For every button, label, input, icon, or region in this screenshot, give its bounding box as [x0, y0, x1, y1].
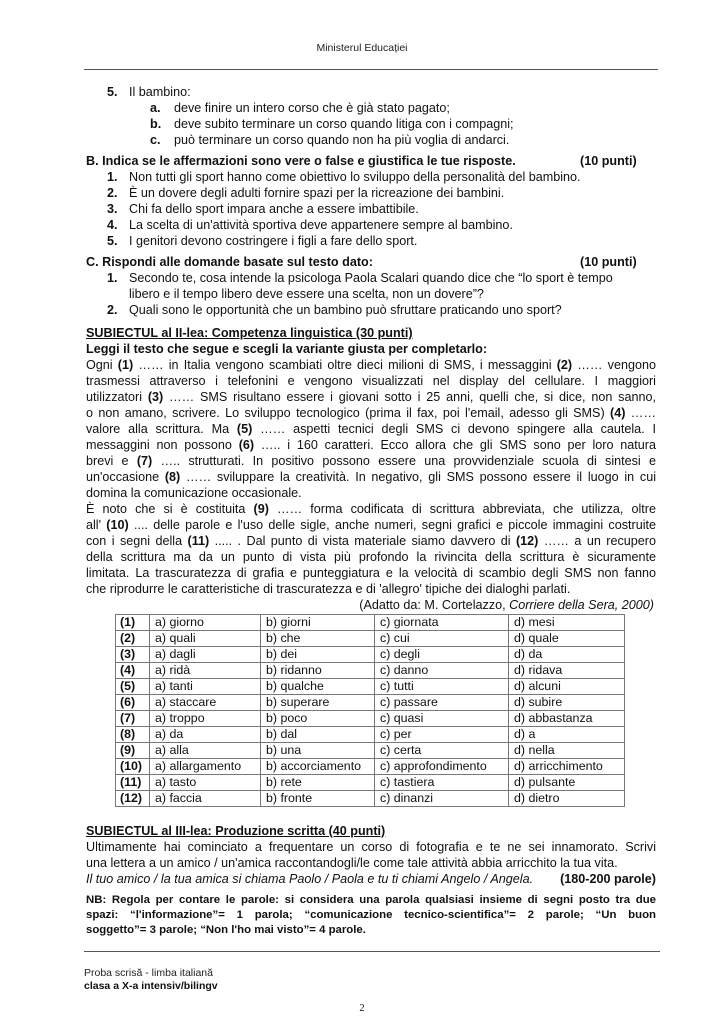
passage-line	[86, 533, 656, 549]
blank-number-cell: (6)	[116, 695, 150, 711]
option-cell: c) quasi	[375, 711, 509, 727]
table-row	[116, 743, 625, 759]
option-c: c. può terminare un corso quando non ha più voglia di andarci.	[150, 133, 510, 147]
option-cell: c) per	[375, 727, 509, 743]
subject3-title: SUBIECTUL al III-lea: Produzione scritta (40 punti)	[86, 824, 386, 838]
option-cell: d) dietro	[509, 791, 625, 807]
nb-line2: spazi: “l'informazione”= 1 parola; “comunicazione tecnico-scientifica”= 2 parole; “Un buon	[86, 909, 656, 921]
option-a: a. deve finire un intero corso che è già stato pagato;	[150, 101, 450, 115]
blank-number: (8)	[164, 470, 181, 484]
passage-line	[86, 581, 656, 597]
option-cell: c) approfondimento	[375, 759, 509, 775]
option-cell: c) degli	[375, 647, 509, 663]
header-title: Ministerul Educației	[316, 42, 408, 54]
option-cell: a) troppo	[150, 711, 261, 727]
passage-text: ..... . Dal punto di vista materiale siamo davvero di	[209, 534, 516, 548]
option-cell: d) alcuni	[509, 679, 625, 695]
passage-text: …… sviluppare la creatività. In negativo, gli SMS possono essere il luogo in cui	[180, 470, 656, 484]
option-cell: d) ridava	[509, 663, 625, 679]
passage-text: ….. i 160 caratteri. Ecco allora che gli SMS sono per loro natura	[254, 438, 656, 452]
option-cell: d) arricchimento	[509, 759, 625, 775]
blank-number-cell: (1)	[116, 615, 150, 631]
blank-number: (10)	[106, 518, 129, 532]
footer-class: clasa a X-a intensiv/bilingv	[84, 980, 218, 992]
option-cell: b) una	[261, 743, 375, 759]
blank-number-cell: (5)	[116, 679, 150, 695]
table-row	[116, 759, 625, 775]
footer-exam-name: Proba scrisă - limba italiană	[84, 967, 213, 979]
option-cell: b) dei	[261, 647, 375, 663]
passage-text: limitata. La trascuratezza di grafia e punteggiatura e la velocità di scambio degli SMS non fanno	[86, 566, 656, 580]
option-cell: a) dagli	[150, 647, 261, 663]
option-cell: a) tasto	[150, 775, 261, 791]
section-b-item: 2. È un dovere degli adulti fornire spazi per la ricreazione dei bambini.	[107, 186, 505, 200]
option-cell: b) ridanno	[261, 663, 375, 679]
subject2-instruction: Leggi il testo che segue e scegli la variante giusta per completarlo:	[86, 342, 488, 356]
passage-text: messaggini non possono	[86, 438, 239, 452]
blank-number: (5)	[236, 422, 253, 436]
option-cell: a) giorno	[150, 615, 261, 631]
passage-line	[86, 549, 656, 565]
passage-source: (Adatto da: M. Cortelazzo, Corriere della Sera, 2000)	[359, 598, 654, 612]
option-cell: c) tutti	[375, 679, 509, 695]
option-cell: a) faccia	[150, 791, 261, 807]
passage-text: all'	[86, 518, 107, 532]
option-b: b. deve subito terminare un corso quando litiga con i compagni;	[150, 117, 514, 131]
passage-line	[86, 357, 656, 373]
question-stem: Il bambino:	[129, 85, 191, 99]
passage-text: della scrittura ma da un punto di vista più profondo la rivincita della scrittura è sicuramente	[86, 550, 656, 564]
passage-text: utilizzatori	[86, 390, 148, 404]
option-cell: c) giornata	[375, 615, 509, 631]
passage-line	[86, 501, 656, 517]
blank-number-cell: (10)	[116, 759, 150, 775]
option-cell: a) da	[150, 727, 261, 743]
table-row	[116, 615, 625, 631]
option-cell: b) fronte	[261, 791, 375, 807]
section-b-item: 3. Chi fa dello sport impara anche a essere imbattibile.	[107, 202, 419, 216]
option-cell: b) poco	[261, 711, 375, 727]
blank-number: (12)	[515, 534, 539, 548]
header-divider	[84, 69, 658, 70]
passage-line	[86, 469, 656, 485]
subject3-prompt-line3: Il tuo amico / la tua amica si chiama Paolo / Paola e tu ti chiami Angelo / Angela. (180-200 parole)	[86, 872, 656, 886]
passage-line	[86, 437, 656, 453]
option-cell: b) giorni	[261, 615, 375, 631]
passage-text: trasmessi attraverso i telefonini e vengono visualizzati nel display del cellulare. I maggiori	[86, 374, 656, 388]
blank-number-cell: (4)	[116, 663, 150, 679]
blank-number: (3)	[147, 390, 164, 404]
option-cell: d) quale	[509, 631, 625, 647]
table-row	[116, 647, 625, 663]
section-c-item-continuation: libero e il tempo libero deve essere una scelta, non un dovere”?	[129, 287, 484, 301]
option-cell: c) certa	[375, 743, 509, 759]
passage-text: valore alla scrittura. Ma	[86, 422, 237, 436]
option-cell: d) pulsante	[509, 775, 625, 791]
option-cell: c) danno	[375, 663, 509, 679]
option-cell: a) staccare	[150, 695, 261, 711]
option-cell: b) dal	[261, 727, 375, 743]
table-row	[116, 711, 625, 727]
table-row	[116, 775, 625, 791]
option-cell: b) accorciamento	[261, 759, 375, 775]
section-c-title: C. Rispondi alle domande basate sul testo dato:	[86, 255, 373, 269]
passage-text: …… SMS risultano essere i giovani sotto i 25 anni, quelli che, si dice, non sanno,	[163, 390, 656, 404]
blank-number: (2)	[556, 358, 573, 372]
subject3-prompt-line2: una lettera a un amico / un'amica raccontandogli/le come tale attività abbia arricchito la tua vita.	[86, 856, 618, 870]
table-row	[116, 791, 625, 807]
option-cell: d) mesi	[509, 615, 625, 631]
option-cell: c) passare	[375, 695, 509, 711]
passage-text: …… a un recupero	[538, 534, 656, 548]
passage-text: o non amano, scrivere. Lo sviluppo tecnologico (prima il fax, poi l'email, adesso gli SMS)	[86, 406, 611, 420]
passage-text: .... delle parole e l'uso delle sigle, anche numeri, segni grafici e piccole immagini costruite	[128, 518, 656, 532]
option-cell: d) abbastanza	[509, 711, 625, 727]
table-row	[116, 727, 625, 743]
question-number: 5.	[107, 85, 118, 99]
passage-line	[86, 389, 656, 405]
blank-number-cell: (2)	[116, 631, 150, 647]
section-b-title: B. Indica se le affermazioni sono vere o false e giustifica le tue risposte.	[86, 154, 516, 168]
passage-text: con i segni della	[86, 534, 188, 548]
option-cell: a) allargamento	[150, 759, 261, 775]
option-cell: d) nella	[509, 743, 625, 759]
passage-text: un'occasione	[86, 470, 165, 484]
table-row	[116, 631, 625, 647]
option-cell: b) superare	[261, 695, 375, 711]
passage-line	[86, 517, 656, 533]
blank-number: (7)	[136, 454, 153, 468]
passage-line	[86, 453, 656, 469]
passage-text: È noto che si è costituita	[86, 502, 254, 516]
passage-line	[86, 485, 656, 501]
blank-number-cell: (3)	[116, 647, 150, 663]
passage-line	[86, 405, 656, 421]
blank-number-cell: (7)	[116, 711, 150, 727]
option-cell: c) dinanzi	[375, 791, 509, 807]
section-b-item: 1. Non tutti gli sport hanno come obiettivo lo sviluppo della personalità del bambino.	[107, 170, 581, 184]
nb-line3: soggetto”= 3 parole; “Non l'ho mai visto”= 4 parole.	[86, 924, 366, 936]
blank-number: (1)	[117, 358, 134, 372]
blank-number: (9)	[253, 502, 269, 516]
option-cell: a) ridà	[150, 663, 261, 679]
option-cell: b) rete	[261, 775, 375, 791]
passage-text: ….. strutturati. In positivo possono essere una provvidenziale scuola di sintesi e	[152, 454, 656, 468]
option-cell: a) alla	[150, 743, 261, 759]
blank-number-cell: (8)	[116, 727, 150, 743]
passage-line	[86, 373, 656, 389]
blank-number-cell: (12)	[116, 791, 150, 807]
section-b-item: 4. La scelta di un'attività sportiva deve appartenere sempre al bambino.	[107, 218, 513, 232]
blank-number-cell: (11)	[116, 775, 150, 791]
passage-text: Ogni	[86, 358, 118, 372]
option-cell: d) a	[509, 727, 625, 743]
blank-number: (6)	[238, 438, 255, 452]
blank-number-cell: (9)	[116, 743, 150, 759]
passage-line	[86, 421, 656, 437]
option-cell: a) tanti	[150, 679, 261, 695]
passage-text: ……	[625, 406, 656, 420]
option-cell: c) tastiera	[375, 775, 509, 791]
option-cell: a) quali	[150, 631, 261, 647]
passage-text: …… in Italia vengono scambiati oltre dieci milioni di SMS, i messaggini	[133, 358, 557, 372]
table-row	[116, 663, 625, 679]
blank-number: (11)	[187, 534, 210, 548]
subject3-prompt-line1: Ultimamente hai cominciato a frequentare un corso di fotografia e te ne sei innamorato. Scrivi	[86, 840, 656, 854]
option-cell: b) qualche	[261, 679, 375, 695]
section-c-item: 1. Secondo te, cosa intende la psicologa Paola Scalari quando dice che “lo sport è tempo	[107, 271, 613, 285]
question-a5	[107, 84, 191, 100]
passage-text: che riprodurre le caratteristiche di trascuratezza e di 'allegro' tipiche dei dialoghi parlati.	[86, 582, 571, 596]
section-b-item: 5. I genitori devono costringere i figli a fare dello sport.	[107, 234, 418, 248]
subject2-title: SUBIECTUL al II-lea: Competenza linguistica (30 punti)	[86, 326, 413, 340]
passage-text: …… vengono	[572, 358, 656, 372]
option-cell: d) subire	[509, 695, 625, 711]
section-b-points: (10 punti)	[580, 154, 637, 168]
option-cell: b) che	[261, 631, 375, 647]
option-cell: c) cui	[375, 631, 509, 647]
passage-text: …… forma codificata di scrittura abbreviata, che utilizza, oltre	[268, 502, 656, 516]
option-cell: d) da	[509, 647, 625, 663]
nb-line1: NB: Regola per contare le parole: si considera una parola qualsiasi insieme di segni posto tra due	[86, 894, 656, 906]
page-number: 2	[359, 1003, 365, 1014]
section-c-points: (10 punti)	[580, 255, 637, 269]
table-row	[116, 695, 625, 711]
options-table	[115, 614, 625, 807]
passage-text: domina la comunicazione occasionale.	[86, 486, 302, 500]
passage-line	[86, 565, 656, 581]
passage-text: …… aspetti tecnici degli SMS ci devono spingere alla cautela. I	[252, 422, 656, 436]
passage-text: brevi e	[86, 454, 137, 468]
table-row	[116, 679, 625, 695]
blank-number: (4)	[610, 406, 626, 420]
reading-passage	[86, 357, 656, 597]
footer-divider	[84, 951, 660, 952]
section-c-item: 2. Quali sono le opportunità che un bambino può sfruttare praticando uno sport?	[107, 303, 562, 317]
